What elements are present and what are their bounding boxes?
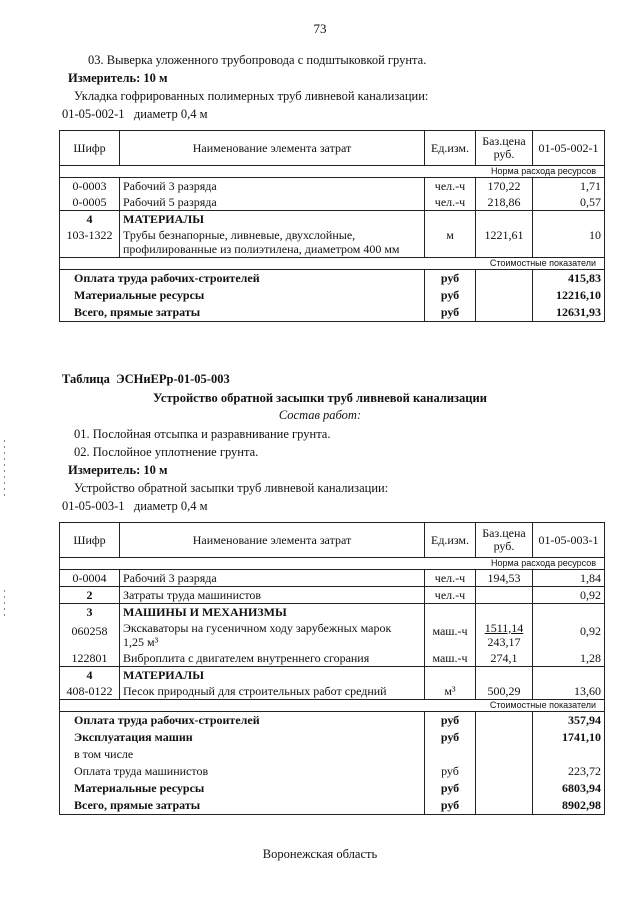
- total-unit: [425, 746, 476, 763]
- group-row: [60, 667, 605, 684]
- meter-label: Измеритель: 10 м: [68, 463, 168, 477]
- cell-price: 218,86: [476, 194, 533, 211]
- total-label: Оплата труда рабочих-строителей: [60, 712, 425, 730]
- table-header-row: [60, 131, 605, 166]
- total-unit: руб: [425, 780, 476, 797]
- cell-price: 194,53: [476, 570, 533, 587]
- cell-unit: чел.-ч: [425, 570, 476, 587]
- table-row: [60, 570, 605, 587]
- total-label: Всего, прямые затраты: [60, 304, 425, 322]
- cell-qty: 1,84: [533, 570, 605, 587]
- band-norm: Норма расхода ресурсов: [60, 558, 605, 570]
- group-number: 4: [60, 667, 120, 684]
- total-unit: руб: [425, 304, 476, 322]
- total-row: [60, 729, 605, 746]
- page-number: 73: [313, 21, 327, 36]
- total-row: [60, 712, 605, 730]
- cell-qty: 0,92: [533, 620, 605, 650]
- cell-unit: маш.-ч: [425, 620, 476, 650]
- total-label: Оплата труда машинистов: [60, 763, 425, 780]
- col-header-code: Шифр: [60, 131, 120, 166]
- total-row: [60, 763, 605, 780]
- section-heading: Устройство обратной засыпки труб ливневой канализации: [153, 391, 487, 405]
- group-name: МАТЕРИАЛЫ: [120, 667, 425, 684]
- table-row: [60, 650, 605, 667]
- total-value: 8902,98: [533, 797, 605, 815]
- total-unit: руб: [425, 287, 476, 304]
- total-row: [60, 780, 605, 797]
- cell-name: [120, 227, 425, 258]
- table-row: [60, 227, 605, 258]
- total-unit: руб: [425, 712, 476, 730]
- code-line: 01-05-003-1 диаметр 0,4 м: [62, 499, 208, 513]
- total-label: Эксплуатация машин: [60, 729, 425, 746]
- table-row: [60, 178, 605, 195]
- total-value: 357,94: [533, 712, 605, 730]
- total-value: 6803,94: [533, 780, 605, 797]
- total-row: [60, 797, 605, 815]
- composition-label: Состав работ:: [278, 408, 362, 422]
- cell-name: Виброплита с двигателем внутреннего сгорания: [120, 650, 425, 667]
- table-title: Таблица ЭСНиЕРр-01-05-003: [62, 372, 230, 386]
- cell-price: [476, 587, 533, 604]
- work-item: 03. Выверка уложенного трубопровода с подштыковкой грунта.: [88, 53, 427, 67]
- cell-code: 060258: [60, 620, 120, 650]
- work-step: 01. Послойная отсыпка и разравнивание грунта.: [74, 427, 331, 441]
- cell-price: 274,1: [476, 650, 533, 667]
- cell-name: Рабочий 3 разряда: [120, 570, 425, 587]
- band-cost: Стоимостные показатели: [60, 700, 605, 712]
- cell-qty: 1,71: [533, 178, 605, 195]
- cell-price: 170,22: [476, 178, 533, 195]
- col-header-norm-code: 01-05-003-1: [533, 523, 605, 558]
- total-label: Всего, прямые затраты: [60, 797, 425, 815]
- cell-qty: 13,60: [533, 683, 605, 700]
- cell-unit: чел.-ч: [425, 194, 476, 211]
- col-header-price: Баз.цена руб.: [476, 131, 533, 166]
- total-label: Материальные ресурсы: [60, 780, 425, 797]
- cell-price: 500,29: [476, 683, 533, 700]
- col-header-code: Шифр: [60, 523, 120, 558]
- total-value: 415,83: [533, 270, 605, 288]
- cost-table-2: [59, 522, 605, 815]
- code-line: 01-05-002-1 диаметр 0,4 м: [62, 107, 208, 121]
- col-header-unit: Ед.изм.: [425, 131, 476, 166]
- group-number: 4: [60, 211, 120, 228]
- excavator-price-machinist: 243,17: [487, 635, 521, 649]
- total-row: [60, 287, 605, 304]
- total-row: [60, 304, 605, 322]
- cell-unit: маш.-ч: [425, 650, 476, 667]
- group-row: [60, 211, 605, 228]
- total-value: 1741,10: [533, 729, 605, 746]
- total-label: Оплата труда рабочих-строителей: [60, 270, 425, 288]
- total-unit: руб: [425, 763, 476, 780]
- total-value: 12216,10: [533, 287, 605, 304]
- excavator-name-line1: Экскаваторы на гусеничном ходу зарубежных марок: [123, 621, 392, 635]
- cell-name: [120, 620, 425, 650]
- cell-unit: чел.-ч: [425, 178, 476, 195]
- cell-name: Рабочий 5 разряда: [120, 194, 425, 211]
- cell-unit: м: [425, 227, 476, 258]
- cell-price: 1221,61: [476, 227, 533, 258]
- col-header-name: Наименование элемента затрат: [120, 131, 425, 166]
- total-label: в том числе: [60, 746, 425, 763]
- total-row: [60, 270, 605, 288]
- excavator-price: 1511,14: [484, 621, 524, 635]
- work-step: 02. Послойное уплотнение грунта.: [74, 445, 259, 459]
- cost-table-1: [59, 130, 605, 322]
- total-value: 12631,93: [533, 304, 605, 322]
- cell-name: Рабочий 3 разряда: [120, 178, 425, 195]
- cell-code: 2: [60, 587, 120, 604]
- cell-price: [476, 620, 533, 650]
- cell-qty: 0,57: [533, 194, 605, 211]
- cell-code: 103-1322: [60, 227, 120, 258]
- margin-scan-mark: [4, 440, 5, 500]
- cell-code: 122801: [60, 650, 120, 667]
- col-header-unit: Ед.изм.: [425, 523, 476, 558]
- margin-scan-mark: [4, 590, 5, 620]
- material-name-line1: Трубы безнапорные, ливневые, двухслойные,: [123, 228, 356, 242]
- work-description: Укладка гофрированных полимерных труб ливневой канализации:: [74, 89, 429, 103]
- total-unit: руб: [425, 729, 476, 746]
- table-header-row: [60, 523, 605, 558]
- band-norm: Норма расхода ресурсов: [60, 166, 605, 178]
- col-header-norm-code: 01-05-002-1: [533, 131, 605, 166]
- table-row: [60, 683, 605, 700]
- cell-code: 0-0005: [60, 194, 120, 211]
- excavator-name-line2: 1,25 м³: [123, 635, 159, 649]
- table-row: [60, 587, 605, 604]
- group-name: МАТЕРИАЛЫ: [120, 211, 425, 228]
- cell-name: Песок природный для строительных работ средний: [120, 683, 425, 700]
- group-name: МАШИНЫ И МЕХАНИЗМЫ: [120, 604, 425, 621]
- cell-qty: 10: [533, 227, 605, 258]
- total-value: [533, 746, 605, 763]
- total-label: Материальные ресурсы: [60, 287, 425, 304]
- total-unit: руб: [425, 270, 476, 288]
- table-row: [60, 194, 605, 211]
- cell-code: 0-0003: [60, 178, 120, 195]
- group-row: [60, 604, 605, 621]
- total-row: [60, 746, 605, 763]
- table-row: [60, 620, 605, 650]
- cell-unit: м³: [425, 683, 476, 700]
- cell-code: 408-0122: [60, 683, 120, 700]
- footer-region: Воронежская область: [262, 847, 378, 861]
- cell-qty: 1,28: [533, 650, 605, 667]
- material-name-line2: профилированные из полиэтилена, диаметром 400 мм: [123, 242, 400, 256]
- total-value: 223,72: [533, 763, 605, 780]
- band-cost: Стоимостные показатели: [60, 258, 605, 270]
- cell-code: 0-0004: [60, 570, 120, 587]
- group-number: 3: [60, 604, 120, 621]
- cell-qty: 0,92: [533, 587, 605, 604]
- meter-label: Измеритель: 10 м: [68, 71, 168, 85]
- total-unit: руб: [425, 797, 476, 815]
- work-description: Устройство обратной засыпки труб ливневой канализации:: [74, 481, 389, 495]
- cell-unit: чел.-ч: [425, 587, 476, 604]
- cell-name: Затраты труда машинистов: [120, 587, 425, 604]
- col-header-name: Наименование элемента затрат: [120, 523, 425, 558]
- col-header-price: Баз.цена руб.: [476, 523, 533, 558]
